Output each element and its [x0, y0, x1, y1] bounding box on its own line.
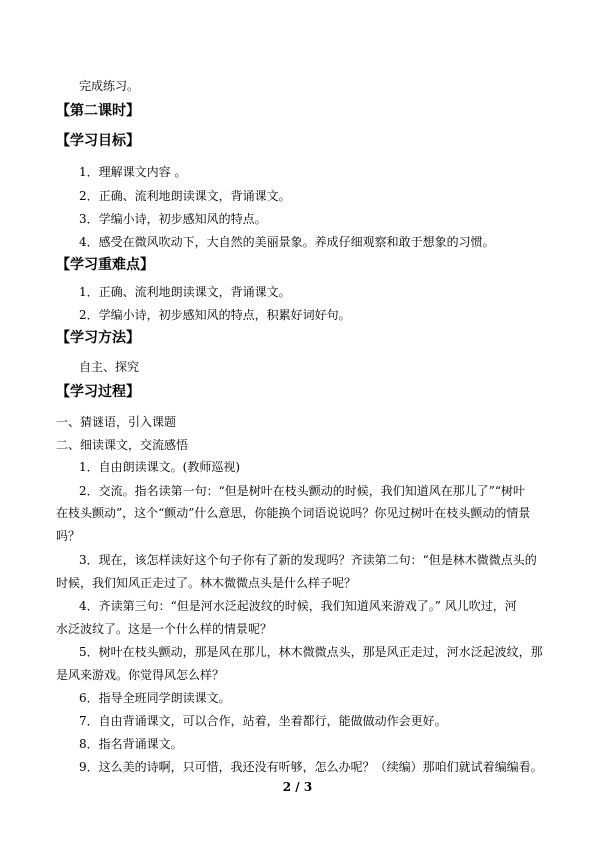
process-item-continued: 在枝头颤动”，这个“颤动”什么意思，你能换个词语说说吗？你见过树叶在枝头颤动的情景 [56, 506, 531, 520]
text-line: 完成练习。 [79, 79, 140, 93]
goal-item: 4．感受在微风吹动下，大自然的美丽景象。养成仔细观察和敢于想象的习惯。 [79, 235, 495, 249]
process-item: 6．指导全班同学朗读课文。 [79, 691, 231, 705]
section-heading-process: 【学习过程】 [56, 384, 140, 400]
section-heading-second-lesson: 【第二课时】 [56, 103, 140, 119]
process-item-continued: 水泛波纹了。这是一个什么样的情景呢？ [56, 622, 273, 636]
process-item-continued: 吗？ [56, 529, 81, 543]
process-step: 二、细读课文，交流感悟 [56, 438, 189, 452]
key-point-item: 2．学编小诗，初步感知风的特点，积累好词好句。 [79, 308, 351, 322]
section-heading-learning-goals: 【学习目标】 [56, 133, 140, 149]
goal-item: 1．理解课文内容 。 [79, 165, 187, 179]
process-item: 7．自由背诵课文，可以合作，站着，坐着都行，能做做动作会更好。 [79, 714, 447, 728]
process-item: 2．交流。指名读第一句：“但是树叶在枝头颤动的时候，我们知道风在那儿了”“树叶 [79, 484, 526, 498]
goal-item: 2．正确、流利地朗读课文，背诵课文。 [79, 189, 291, 203]
process-item: 1．自由朗读课文。(教师巡视) [79, 460, 240, 474]
process-item: 3．现在，该怎样读好这个句子你有了新的发现吗？齐读第二句：“但是林木微微点头的 [79, 553, 537, 567]
page-number: 2 / 3 [282, 780, 313, 794]
process-item: 4．齐读第三句：“但是河水泛起波纹的时候，我们知道风来游戏了。” 风儿吹过，河 [79, 599, 517, 613]
process-item-continued: 是风来游戏。你觉得风怎么样？ [56, 668, 225, 682]
process-item: 8．指名背诵课文。 [79, 737, 183, 751]
method-text: 自主、探究 [79, 360, 140, 374]
goal-item: 3．学编小诗，初步感知风的特点。 [79, 212, 267, 226]
process-step: 一、猜谜语，引入课题 [56, 415, 177, 429]
process-item-continued: 时候，我们知风正走过了。林木微微点头是什么样子呢？ [56, 576, 357, 590]
section-heading-key-points: 【学习重难点】 [56, 257, 154, 273]
process-item: 5．树叶在枝头颤动，那是风在那儿，林木微微点头，那是风正走过，河水泛起波纹，那 [79, 645, 543, 659]
section-heading-methods: 【学习方法】 [56, 330, 140, 346]
key-point-item: 1．正确、流利地朗读课文，背诵课文。 [79, 285, 291, 299]
process-item: 9．这么美的诗啊，只可惜，我还没有听够，怎么办呢？（续编）那咱们就试着编编看。 [79, 760, 543, 774]
